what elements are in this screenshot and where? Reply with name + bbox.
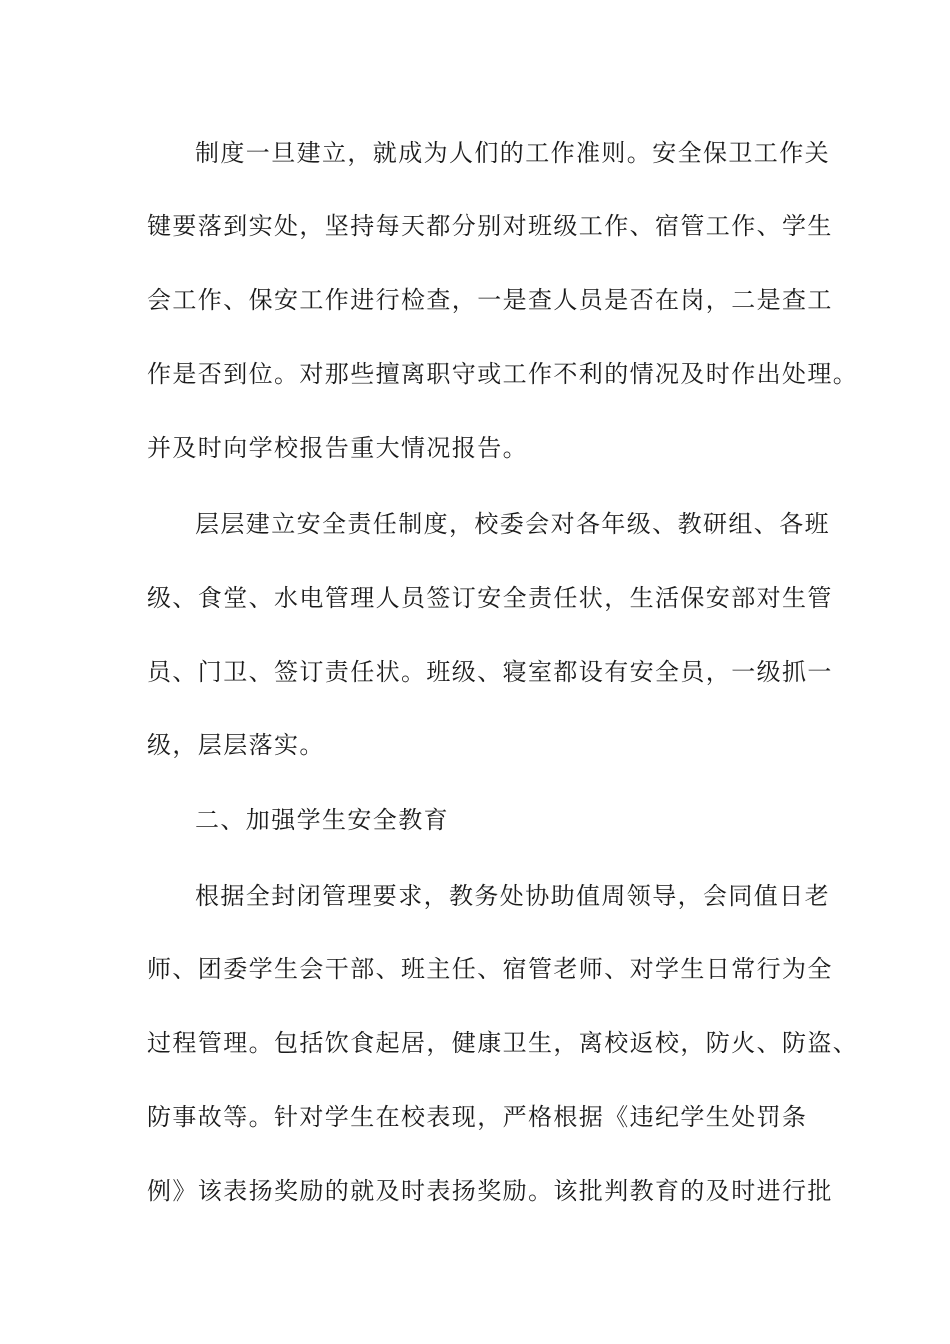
paragraph-1-line-4: 作是否到位。对那些擅离职守或工作不利的情况及时作出处理。	[147, 360, 859, 388]
paragraph-2-line-1: 层层建立安全责任制度，校委会对各年级、教研组、各班	[195, 510, 830, 538]
paragraph-3-line-3: 过程管理。包括饮食起居，健康卫生，离校返校，防火、防盗、	[147, 1029, 859, 1057]
paragraph-1-line-5: 并及时向学校报告重大情况报告。	[147, 434, 528, 462]
section-heading: 二、加强学生安全教育	[195, 806, 449, 834]
paragraph-1-line-3: 会工作、保安工作进行检查，一是查人员是否在岗，二是查工	[147, 286, 833, 314]
paragraph-3-line-1: 根据全封闭管理要求，教务处协助值周领导，会同值日老	[195, 882, 830, 910]
paragraph-2-line-3: 员、门卫、签订责任状。班级、寝室都设有安全员，一级抓一	[147, 658, 833, 686]
paragraph-1-line-2: 键要落到实处，坚持每天都分别对班级工作、宿管工作、学生	[147, 212, 833, 240]
paragraph-3-line-5: 例》该表扬奖励的就及时表扬奖励。该批判教育的及时进行批	[147, 1177, 833, 1205]
paragraph-2-line-2: 级、食堂、水电管理人员签订安全责任状，生活保安部对生管	[147, 584, 833, 612]
paragraph-1-line-1: 制度一旦建立，就成为人们的工作准则。安全保卫工作关	[195, 139, 830, 167]
paragraph-2-line-4: 级，层层落实。	[147, 731, 325, 759]
paragraph-3-line-2: 师、团委学生会干部、班主任、宿管老师、对学生日常行为全	[147, 955, 833, 983]
paragraph-3-line-4: 防事故等。针对学生在校表现，严格根据《违纪学生处罚条	[147, 1103, 808, 1131]
